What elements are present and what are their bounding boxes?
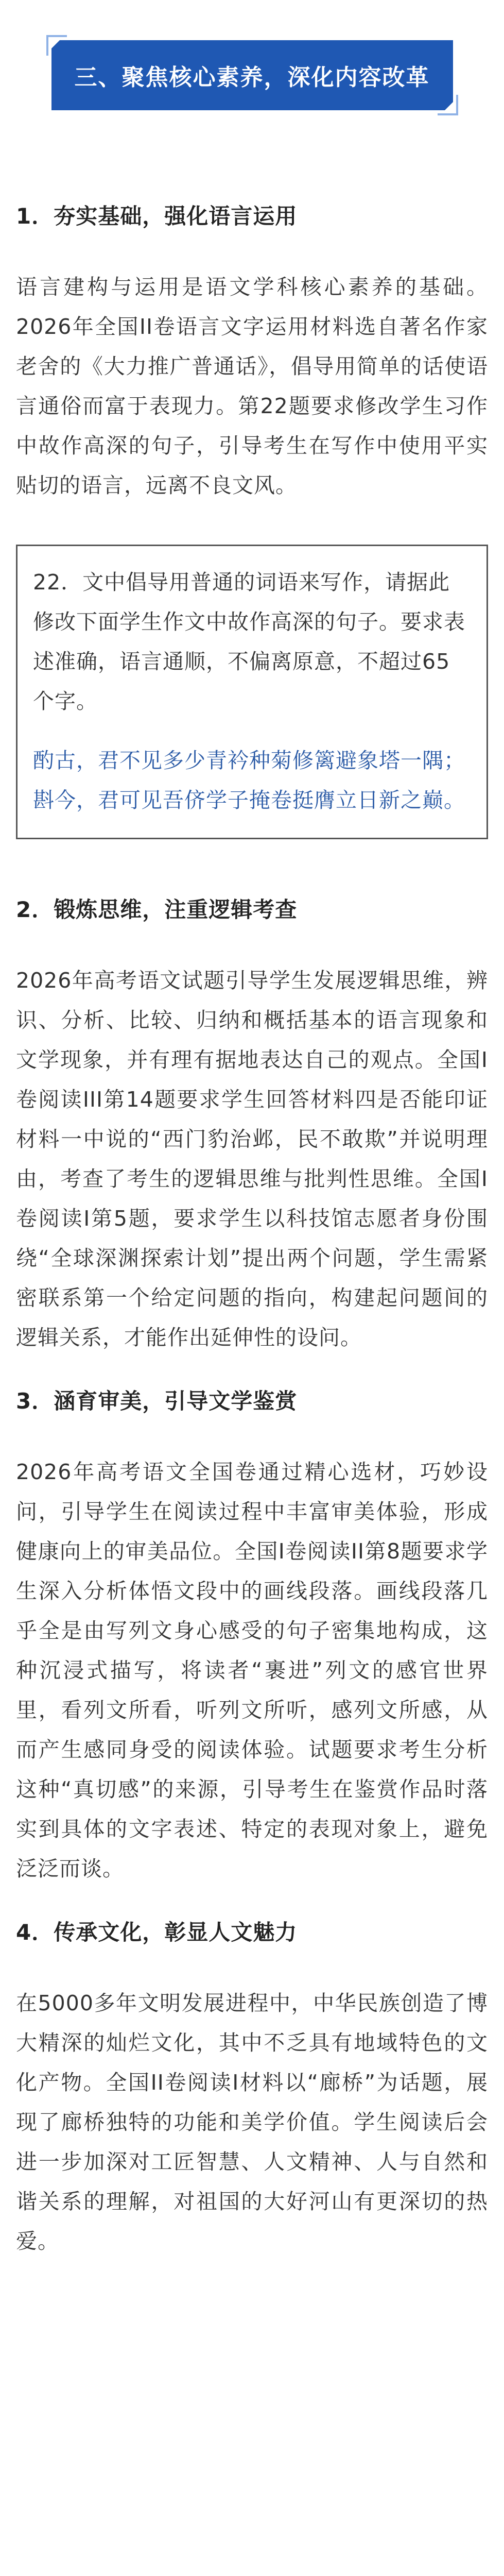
exam-question-text: 22．文中倡导用普通的词语来写作，请据此修改下面学生作文中故作高深的句子。要求表述准确，语言通顺，不偏离原意，不超过65个字。	[33, 570, 465, 714]
section-heading: 1．夯实基础，强化语言运用	[16, 204, 298, 229]
example-sentence: 斟今，君可见吾侪学子掩卷挺膺立日新之巅。	[33, 788, 465, 812]
banner-title: 三、聚焦核心素养，深化内容改革	[74, 64, 430, 91]
section-heading: 3．涵育审美，引导文学鉴赏	[16, 1388, 298, 1414]
banner-corner-decoration	[438, 95, 458, 115]
section-heading: 2．锻炼思维，注重逻辑考查	[16, 897, 298, 922]
banner-corner-decoration	[46, 35, 67, 56]
banner-wrap	[16, 40, 488, 110]
section-paragraph: 语言建构与运用是语文学科核心素养的基础。2026年全国II卷语言文字运用材料选自著名作家老舍的《大力推广普通话》，倡导用简单的话使语言通俗而富于表现力。第22题要求修改学生习作中故作高深的句子，引导考生在写作中使用平实贴切的语言，远离不良文风。	[16, 275, 488, 498]
exam-question-box	[16, 545, 488, 839]
section-paragraph: 2026年高考语文试题引导学生发展逻辑思维，辨识、分析、比较、归纳和概括基本的语言现象和文学现象，并有理有据地表达自己的观点。全国I卷阅读III第14题要求学生回答材料四是否能印证材料一中说的“西门豹治邺，民不敢欺”并说明理由，考查了考生的逻辑思维与批判性思维。全国I卷阅读I第5题，要求学生以科技馆志愿者身份围绕“全球深渊探索计划”提出两个问题，学生需紧密联系第一个给定问题的指向，构建起问题间的逻辑关系，才能作出延伸性的设问。	[16, 968, 488, 1350]
section-banner	[51, 40, 453, 110]
section-heading: 4．传承文化，彰显人文魅力	[16, 1920, 298, 1945]
section-paragraph: 2026年高考语文全国卷通过精心选材，巧妙设问，引导学生在阅读过程中丰富审美体验，形成健康向上的审美品位。全国I卷阅读II第8题要求学生深入分析体悟文段中的画线段落。画线段落几乎全是由写列文身心感受的句子密集地构成，这种沉浸式描写，将读者“裹进”列文的感官世界里，看列文所看，听列文所听，感列文所感，从而产生感同身受的阅读体验。试题要求考生分析这种“真切感”的来源，引导考生在鉴赏作品时落实到具体的文字表述、特定的表现对象上，避免泛泛而谈。	[16, 1460, 488, 1881]
section-paragraph: 在5000多年文明发展进程中，中华民族创造了博大精深的灿烂文化，其中不乏具有地域特色的文化产物。全国II卷阅读I材料以“廊桥”为话题，展现了廊桥独特的功能和美学价值。学生阅读后会进一步加深对工匠智慧、人文精神、人与自然和谐关系的理解，对祖国的大好河山有更深切的热爱。	[16, 1991, 488, 2253]
example-sentence: 酌古，君不见多少青衿种菊修篱避象塔一隅；	[33, 748, 465, 773]
